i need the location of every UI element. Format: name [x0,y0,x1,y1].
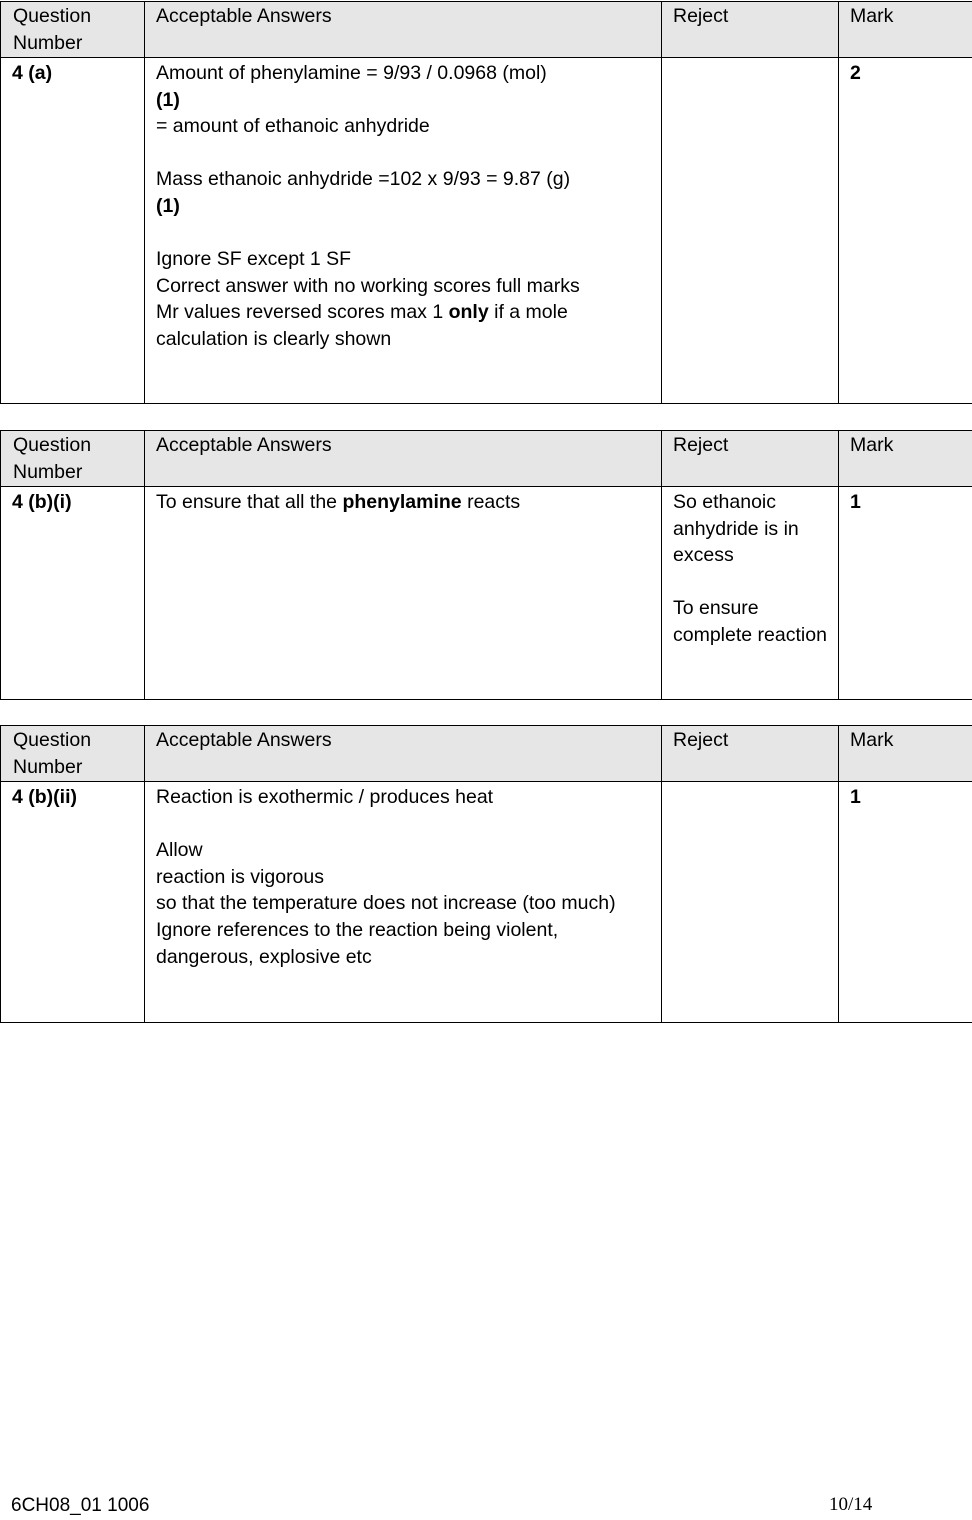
acceptable-answers-cell [145,782,662,1023]
answer-note [156,299,650,352]
answer-line: = amount of ethanoic anhydride [156,113,650,140]
table-row [1,782,972,1023]
header-question-number: Question Number [1,431,145,487]
question-number: 4 (b)(i) [12,491,72,513]
mark-scheme-table-4a [0,1,972,404]
note-emphasis: only [449,301,489,323]
answer-mark-label: (1) [156,87,650,114]
mark-cell [839,782,972,1023]
answer-line [156,489,650,516]
reject-cell [662,782,839,1023]
table-row [1,487,972,700]
footer-page-number: 10/14 [829,1492,872,1519]
header-reject: Reject [662,2,839,58]
mark-cell [839,487,972,700]
table-header-row [1,726,972,782]
answer-line: Amount of phenylamine = 9/93 / 0.0968 (mol) [156,60,650,87]
question-number-cell [1,487,145,700]
question-number-cell [1,58,145,404]
note-text: if a mole calculation is clearly shown [156,301,568,350]
answer-line: Mass ethanoic anhydride =102 x 9/93 = 9.87 (g) [156,166,650,193]
mark-scheme-table-4bii [0,725,972,1023]
answer-text: To ensure that all the [156,491,342,513]
answer-line: so that the temperature does not increase (too much) [156,890,650,917]
header-reject: Reject [662,726,839,782]
question-number: 4 (a) [12,62,52,84]
mark-value: 1 [850,786,861,808]
answer-line: Reaction is exothermic / produces heat [156,784,650,811]
table-header-row [1,2,972,58]
answer-note: Ignore SF except 1 SF [156,246,650,273]
note-text: Mr values reversed scores max 1 [156,301,449,323]
mark-scheme-table-4bi [0,430,972,700]
reject-cell [662,487,839,700]
header-acceptable-answers: Acceptable Answers [145,726,662,782]
mark-cell [839,58,972,404]
answer-note: Ignore references to the reaction being violent, dangerous, explosive etc [156,917,650,970]
header-mark: Mark [839,431,972,487]
answer-mark-label: (1) [156,193,650,220]
answer-allow-label: Allow [156,837,650,864]
header-question-number: Question Number [1,2,145,58]
reject-line: So ethanoic anhydride is in excess [673,489,827,569]
answer-note: Correct answer with no working scores full marks [156,273,650,300]
reject-line: To ensure complete reaction [673,595,827,648]
mark-value: 1 [850,491,861,513]
header-mark: Mark [839,726,972,782]
table-header-row [1,431,972,487]
answer-line: reaction is vigorous [156,864,650,891]
header-acceptable-answers: Acceptable Answers [145,2,662,58]
acceptable-answers-cell [145,487,662,700]
mark-value: 2 [850,62,861,84]
answer-emphasis: phenylamine [342,491,461,513]
reject-cell [662,58,839,404]
header-question-number: Question Number [1,726,145,782]
acceptable-answers-cell [145,58,662,404]
question-number-cell [1,782,145,1023]
answer-text: reacts [462,491,521,513]
table-row [1,58,972,404]
header-acceptable-answers: Acceptable Answers [145,431,662,487]
header-reject: Reject [662,431,839,487]
header-mark: Mark [839,2,972,58]
footer-document-code: 6CH08_01 1006 [11,1493,149,1520]
question-number: 4 (b)(ii) [12,786,77,808]
